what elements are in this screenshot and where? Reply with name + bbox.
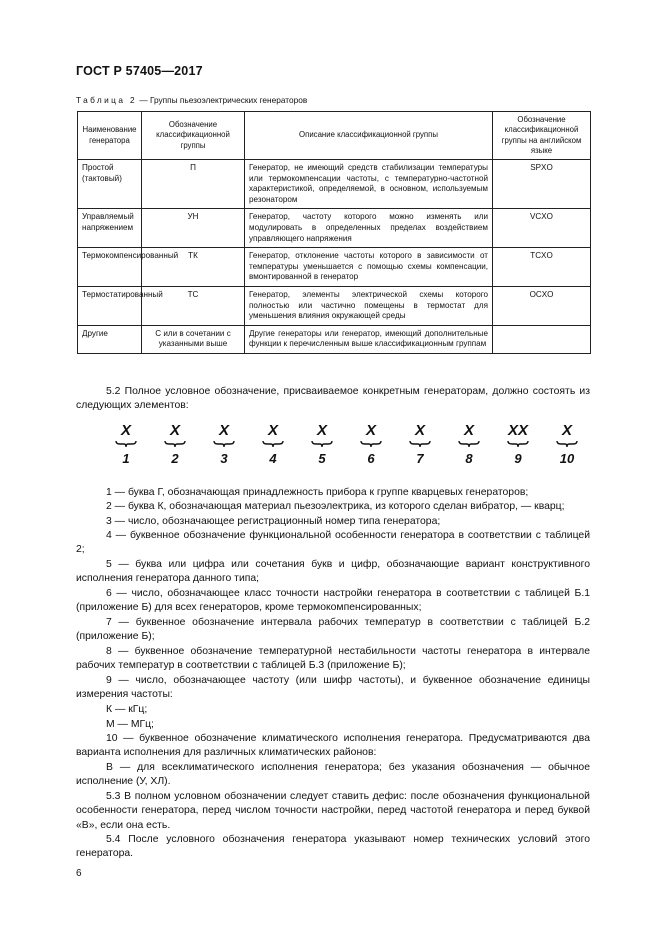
cell-english-code [493, 325, 591, 353]
brace-icon [115, 440, 137, 448]
designation-element [204, 423, 244, 466]
section-5-2-intro: 5.2 Полное условное обозначение, присваиваемое конкретным генераторам, должно состоять из следующих элементов: [76, 386, 590, 412]
cell-english-code: SPXO [493, 160, 591, 209]
cell-name: Термостатированный [78, 286, 142, 325]
brace-icon [164, 440, 186, 448]
list-item: 6 — число, обозначающее класс точности настройки генератора в соответствии с таблицей Б.1 (приложение Б) для всех генераторов, кроме термокомпенсированных; [76, 588, 590, 614]
table-caption-text: — Группы пьезоэлектрических генераторов [137, 95, 308, 105]
unit-khz: К — кГц; [106, 704, 148, 715]
designation-element [302, 423, 342, 466]
designation-number: 3 [220, 451, 228, 466]
header-name: Наименование генератора [78, 112, 142, 160]
table-row [78, 325, 591, 353]
designation-symbol: X [120, 422, 131, 439]
list-item: 5 — буква или цифра или сочетания букв и цифр, обозначающие вариант конструктивного исполнения генератора данного типа; [76, 559, 590, 585]
table-row [78, 248, 591, 287]
designation-scheme [106, 423, 590, 483]
cell-code: С или в сочетании с указанными выше [142, 325, 245, 353]
cell-code: ТК [142, 248, 245, 287]
list-item: 10 — буквенное обозначение климатического исполнения генератора. Предусматриваются два варианта исполнения для различных климатических районов: [76, 733, 590, 759]
section-5-3: 5.3 В полном условном обозначении следует ставить дефис: после обозначения функциональной особенности генератора, перед числом точности настройки, перед частотой генератора и перед буквой «В», если она есть. [76, 791, 590, 831]
brace-icon [213, 440, 235, 448]
header-code: Обозначение классификационной группы [142, 112, 245, 160]
cell-english-code: TCXO [493, 248, 591, 287]
document-title: ГОСТ Р 57405—2017 [76, 64, 203, 78]
brace-icon [360, 440, 382, 448]
brace-icon [507, 440, 529, 448]
cell-code: УН [142, 209, 245, 248]
generator-groups-table [77, 111, 591, 354]
designation-number: 2 [171, 451, 179, 466]
header-english-code: Обозначение классификационной группы на английском языке [493, 112, 591, 160]
table-caption [76, 95, 307, 105]
cell-description: Генератор, не имеющий средств стабилизации температуры или термокомпенсации частоты, с температурно-частотной характеристикой, определяемой, в основном, используемым резонатором [245, 160, 493, 209]
brace-icon [458, 440, 480, 448]
cell-english-code: VCXO [493, 209, 591, 248]
designation-element [351, 423, 391, 466]
brace-icon [262, 440, 284, 448]
list-item: 3 — число, обозначающее регистрационный номер типа генератора; [106, 516, 441, 527]
designation-number: 9 [514, 451, 522, 466]
table-row [78, 160, 591, 209]
designation-element [547, 423, 587, 466]
designation-symbol: X [561, 422, 572, 439]
designation-number: 8 [465, 451, 473, 466]
brace-icon [311, 440, 333, 448]
designation-element [253, 423, 293, 466]
list-item: 1 — буква Г, обозначающая принадлежность прибора к группе кварцевых генераторов; [106, 487, 529, 498]
cell-description: Генератор, частоту которого можно изменять или модулировать в определенных пределах воздействием управляющего напряжения [245, 209, 493, 248]
table-header-row [78, 112, 591, 160]
table-row [78, 209, 591, 248]
designation-number: 5 [318, 451, 326, 466]
header-description: Описание классификационной группы [245, 112, 493, 160]
table-caption-prefix: Таблица 2 [76, 95, 138, 105]
designation-symbol: X [218, 422, 229, 439]
brace-icon [409, 440, 431, 448]
list-item: 8 — буквенное обозначение температурной нестабильности частоты генератора в интервале рабочих температур в соответствии с таблицей Б.3 (приложение Б); [76, 646, 590, 672]
unit-mhz: М — МГц; [106, 719, 154, 730]
cell-description: Другие генераторы или генератор, имеющий дополнительные функции к перечисленным выше классификационным группам [245, 325, 493, 353]
brace-icon [556, 440, 578, 448]
section-5-4: 5.4 После условного обозначения генератора указывают номер технических условий этого генератора. [76, 834, 590, 860]
list-item: 4 — буквенное обозначение функциональной особенности генератора в соответствии с таблицей 2; [76, 530, 590, 556]
page-number: 6 [76, 868, 82, 879]
designation-symbol: X [169, 422, 180, 439]
cell-code: П [142, 160, 245, 209]
list-item: 2 — буква К, обозначающая материал пьезоэлектрика, из которого сделан вибратор, — кварц; [106, 501, 565, 512]
cell-description: Генератор, элементы электрической схемы которого полностью или частично помещены в термостат для уменьшения влияния окружающей среды [245, 286, 493, 325]
designation-element [155, 423, 195, 466]
designation-symbol: XX [507, 422, 528, 439]
cell-name: Другие [78, 325, 142, 353]
designation-element [400, 423, 440, 466]
designation-number: 10 [559, 451, 575, 466]
list-item: 7 — буквенное обозначение интервала рабочих температур в соответствии с таблицей Б.2 (приложение Б); [76, 617, 590, 643]
designation-symbol: X [463, 422, 474, 439]
cell-code: ТС [142, 286, 245, 325]
designation-symbol: X [267, 422, 278, 439]
designation-number: 7 [416, 451, 424, 466]
table-row [78, 286, 591, 325]
cell-name: Простой (тактовый) [78, 160, 142, 209]
cell-name: Управляемый напряжением [78, 209, 142, 248]
list-item: 9 — число, обозначающее частоту (или шифр частоты), и буквенное обозначение единицы измерения частоты: [76, 675, 590, 701]
designation-symbol: X [414, 422, 425, 439]
climate-variant: В — для всеклиматического исполнения генератора; без указания обозначения — обычное исполнение (У, ХЛ). [76, 762, 590, 788]
designation-element [449, 423, 489, 466]
designation-number: 6 [367, 451, 375, 466]
designation-element [498, 423, 538, 466]
cell-english-code: OCXO [493, 286, 591, 325]
cell-name: Термокомпенсированный [78, 248, 142, 287]
designation-symbol: X [365, 422, 376, 439]
designation-element [106, 423, 146, 466]
cell-description: Генератор, отклонение частоты которого в зависимости от температуры уменьшается с помощью схемы компенсации, вмонтированной в генератор [245, 248, 493, 287]
designation-number: 4 [269, 451, 277, 466]
designation-symbol: X [316, 422, 327, 439]
designation-number: 1 [122, 451, 130, 466]
